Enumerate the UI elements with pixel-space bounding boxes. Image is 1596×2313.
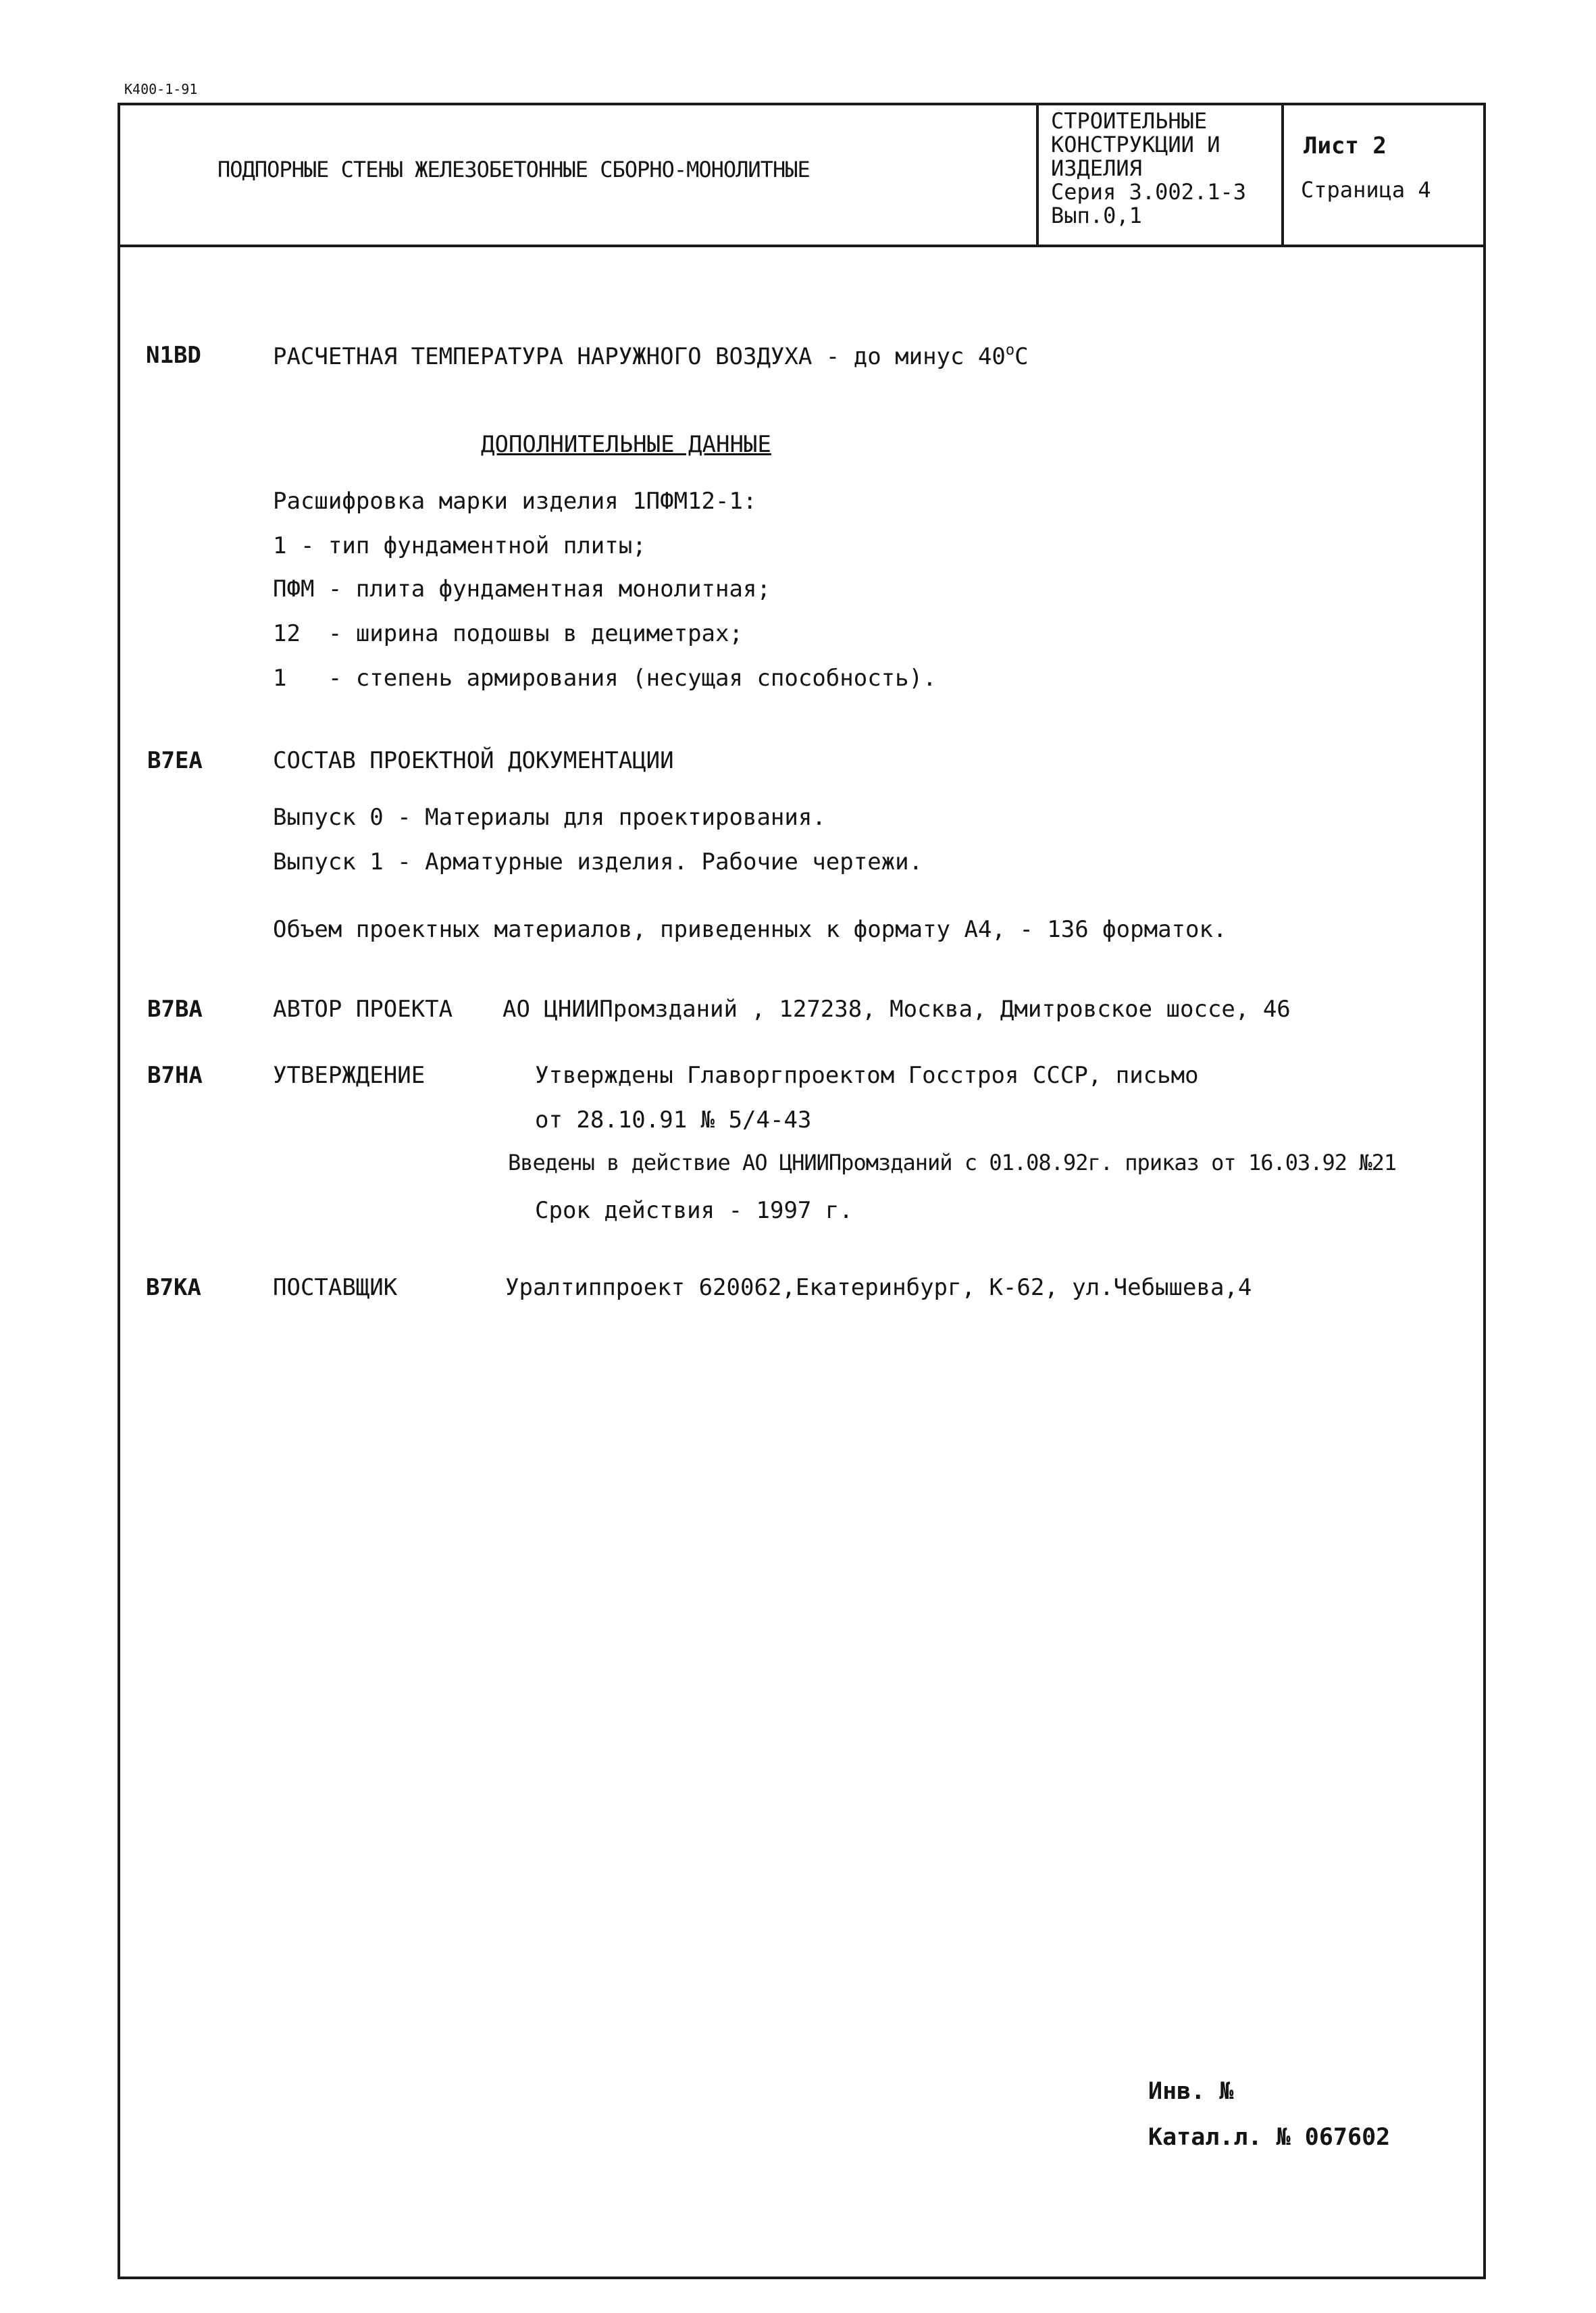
page-number: Страница 4 (1301, 177, 1431, 203)
temperature-line (273, 342, 1029, 370)
series-block (1051, 109, 1246, 228)
validity-line: Срок действия - 1997 г. (535, 1197, 853, 1224)
section-label: ПОСТАВЩИК (273, 1274, 398, 1301)
decoding-line: 1 - степень армирования (несущая способность). (273, 665, 937, 692)
section-label: УТВЕРЖДЕНИЕ (273, 1062, 426, 1089)
section-code: B7EA (147, 747, 203, 774)
section-code: B7BA (147, 996, 203, 1023)
section-code: B7HA (147, 1062, 203, 1089)
release-line: Выпуск 1 - Арматурные изделия. Рабочие чертежи. (273, 848, 923, 875)
document-stamp: К400-1-91 (124, 81, 198, 97)
section-code: B7KA (146, 1274, 201, 1301)
approval-line: Утверждены Главоргпроектом Госстроя СССР, письмо (535, 1062, 1199, 1089)
document-title: ПОДПОРНЫЕ СТЕНЫ ЖЕЛЕЗОБЕТОННЫЕ СБОРНО-МОНОЛИТНЫЕ (217, 157, 810, 182)
decoding-line: 12 - ширина подошвы в дециметрах; (273, 620, 743, 647)
decoding-line: ПФМ - плита фундаментная монолитная; (273, 576, 771, 603)
temperature-unit: C (1014, 343, 1029, 370)
enactment-line: Введены в действие АО ЦНИИПромзданий с 01.08.92г. приказ от 16.03.92 №21 (508, 1150, 1397, 1175)
header-col-divider-2 (1281, 103, 1284, 246)
additional-data-heading: ДОПОЛНИТЕЛЬНЫЕ ДАННЫЕ (481, 431, 771, 458)
decoding-line: 1 - тип фундаментной плиты; (273, 532, 646, 559)
series-line: Вып.0,1 (1051, 203, 1142, 228)
approval-line: от 28.10.91 № 5/4-43 (535, 1107, 812, 1134)
header-col-divider-1 (1036, 103, 1039, 246)
degree-sign: o (1005, 342, 1015, 359)
series-line: Серия 3.002.1-3 (1051, 179, 1246, 205)
temperature-text: РАСЧЕТНАЯ ТЕМПЕРАТУРА НАРУЖНОГО ВОЗДУХА - до минус 40 (273, 343, 1006, 370)
documentation-heading: СОСТАВ ПРОЕКТНОЙ ДОКУМЕНТАЦИИ (273, 747, 674, 774)
series-line: СТРОИТЕЛЬНЫЕ (1051, 108, 1208, 134)
series-line: КОНСТРУКЦИИ И (1051, 132, 1220, 157)
author-text: АО ЦНИИПромзданий , 127238, Москва, Дмитровское шоссе, 46 (503, 996, 1291, 1023)
volume-line: Объем проектных материалов, приведенных к формату А4, - 136 форматок. (273, 916, 1227, 943)
inventory-number: Инв. № (1148, 2078, 1234, 2105)
supplier-text: Уралтиппроект 620062,Екатеринбург, К-62, ул.Чебышева,4 (505, 1274, 1252, 1301)
section-label: АВТОР ПРОЕКТА (273, 996, 453, 1023)
section-code: N1BD (146, 342, 201, 369)
page-frame (118, 103, 1486, 2279)
catalog-number: Катал.л. № 067602 (1148, 2124, 1391, 2151)
release-line: Выпуск 0 - Материалы для проектирования. (273, 804, 826, 831)
sheet-number: Лист 2 (1304, 132, 1387, 159)
series-line: ИЗДЕЛИЯ (1051, 155, 1142, 181)
decoding-line: Расшифровка марки изделия 1ПФМ12-1: (273, 488, 757, 515)
